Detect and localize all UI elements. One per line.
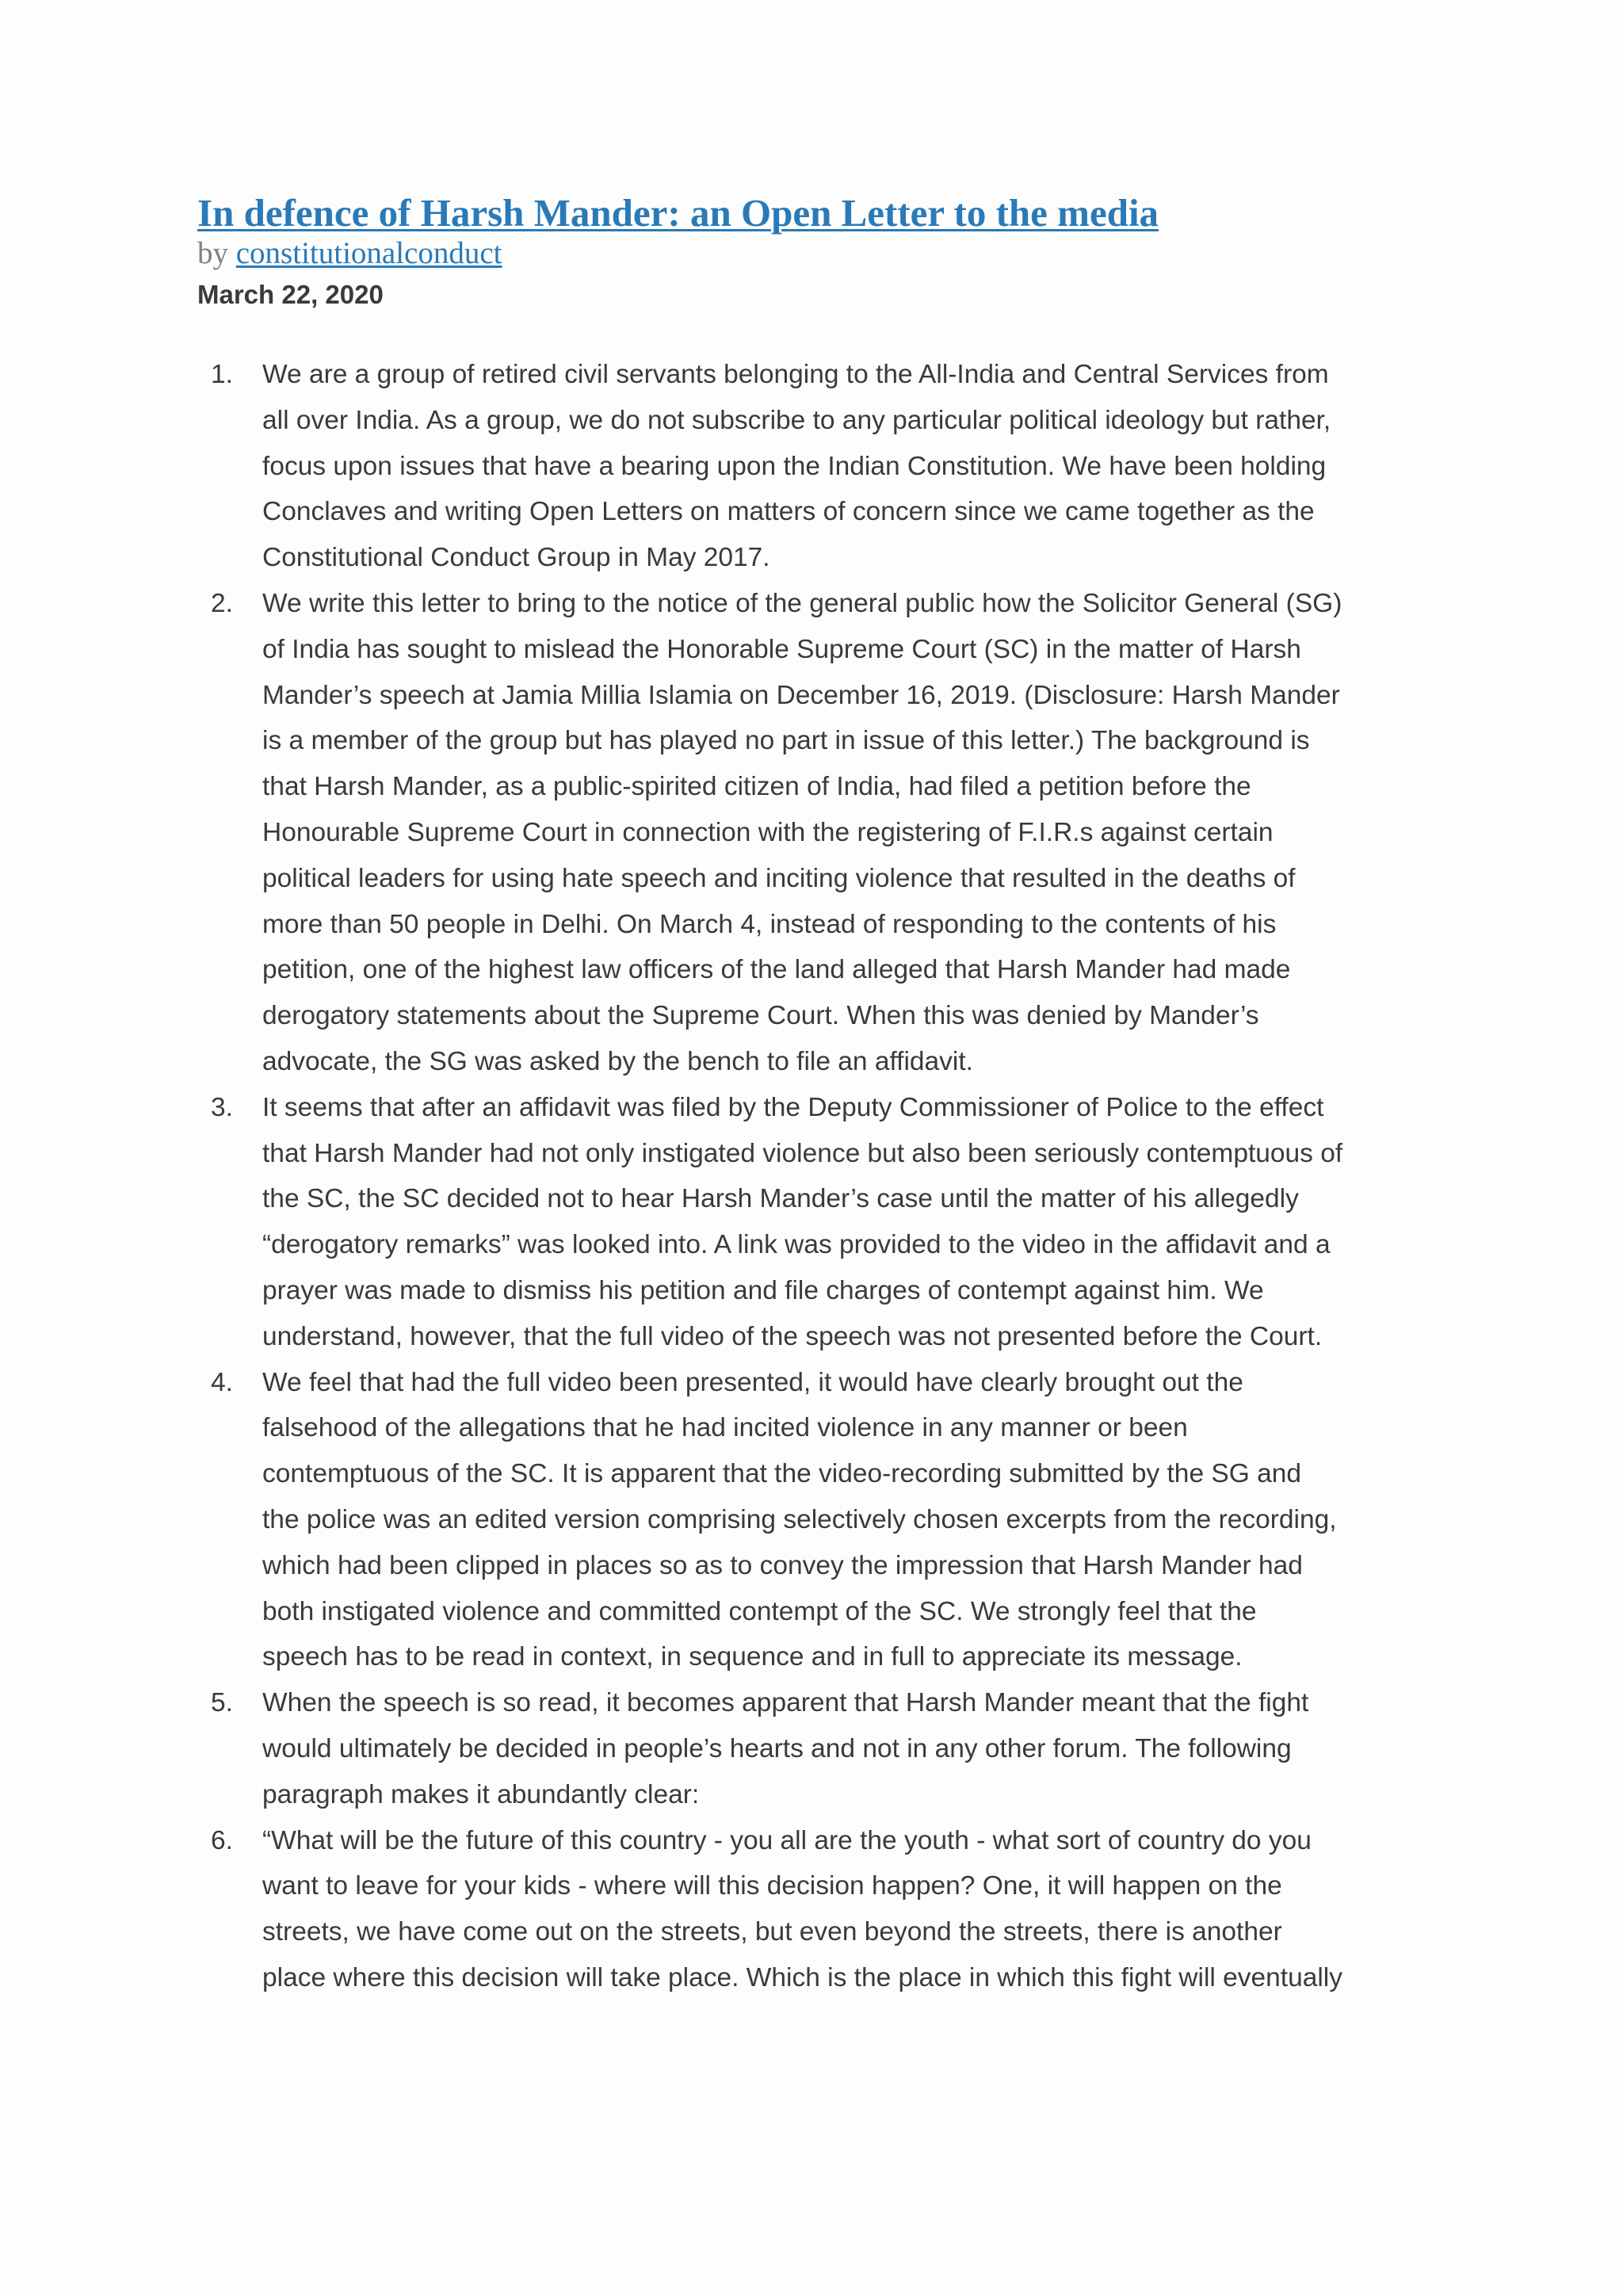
list-item-line: focus upon issues that have a bearing upon the Indian Constitution. We have been holding bbox=[262, 451, 1327, 481]
list-item-line: derogatory statements about the Supreme Court. When this was denied by Mander’s bbox=[262, 1001, 1259, 1031]
list-item-number: 3. bbox=[211, 1092, 233, 1122]
list-item bbox=[197, 1818, 1449, 2001]
list-item-line: We write this letter to bring to the notice of the general public how the Solicitor General (SG) bbox=[262, 588, 1342, 618]
list-item-line: is a member of the group but has played no part in issue of this letter.) The background is bbox=[262, 726, 1310, 756]
article-title-link[interactable]: In defence of Harsh Mander: an Open Letter to the media bbox=[197, 191, 1159, 235]
list-item-line: We are a group of retired civil servants belonging to the All-India and Central Services from bbox=[262, 360, 1329, 389]
list-item-line: would ultimately be decided in people’s hearts and not in any other forum. The following bbox=[262, 1733, 1292, 1763]
list-item-line: falsehood of the allegations that he had incited violence in any manner or been bbox=[262, 1413, 1188, 1443]
list-item bbox=[197, 352, 1449, 581]
list-item-line: We feel that had the full video been presented, it would have clearly brought out the bbox=[262, 1367, 1243, 1397]
list-item-line: petition, one of the highest law officers of the land alleged that Harsh Mander had made bbox=[262, 955, 1291, 985]
list-item-line: prayer was made to dismiss his petition and file charges of contempt against him. We bbox=[262, 1275, 1264, 1305]
list-item-line: want to leave for your kids - where will this decision happen? One, it will happen on the bbox=[262, 1871, 1282, 1901]
list-item-line: Constitutional Conduct Group in May 2017. bbox=[262, 543, 770, 573]
list-item-line: that Harsh Mander, as a public-spirited citizen of India, had filed a petition before the bbox=[262, 772, 1251, 802]
list-item-line: streets, we have come out on the streets, but even beyond the streets, there is another bbox=[262, 1917, 1282, 1947]
list-item-line: place where this decision will take place. Which is the place in which this fight will eventually bbox=[262, 1962, 1342, 1992]
list-item-line: the SC, the SC decided not to hear Harsh Mander’s case until the matter of his allegedly bbox=[262, 1184, 1299, 1214]
list-item bbox=[197, 1085, 1449, 1360]
list-item-line: paragraph makes it abundantly clear: bbox=[262, 1779, 700, 1809]
list-item-number: 6. bbox=[211, 1825, 233, 1855]
list-item-line: of India has sought to mislead the Honorable Supreme Court (SC) in the matter of Harsh bbox=[262, 634, 1301, 664]
list-item-line: more than 50 people in Delhi. On March 4, instead of responding to the contents of his bbox=[262, 909, 1277, 939]
list-item-line: that Harsh Mander had not only instigated violence but also been seriously contemptuous of bbox=[262, 1138, 1343, 1168]
list-item-line: advocate, the SG was asked by the bench to file an affidavit. bbox=[262, 1046, 973, 1076]
list-item-number: 1. bbox=[211, 360, 233, 389]
article bbox=[197, 190, 1449, 2001]
publish-date: March 22, 2020 bbox=[197, 280, 384, 309]
list-item-line: political leaders for using hate speech and inciting violence that resulted in the deaths of bbox=[262, 863, 1296, 893]
list-item-line: “What will be the future of this country - you all are the youth - what sort of country do you bbox=[262, 1825, 1312, 1855]
list-item-line: When the speech is so read, it becomes apparent that Harsh Mander meant that the fight bbox=[262, 1688, 1309, 1718]
list-item bbox=[197, 1680, 1449, 1817]
list-item-line: speech has to be read in context, in sequence and in full to appreciate its message. bbox=[262, 1642, 1243, 1672]
list-item-line: both instigated violence and committed contempt of the SC. We strongly feel that the bbox=[262, 1596, 1257, 1626]
list-item-number: 5. bbox=[211, 1688, 233, 1718]
list-item-line: Mander’s speech at Jamia Millia Islamia on December 16, 2019. (Disclosure: Harsh Mander bbox=[262, 680, 1340, 710]
list-item-line: contemptuous of the SC. It is apparent that the video-recording submitted by the SG and bbox=[262, 1459, 1301, 1489]
list-item-line: “derogatory remarks” was looked into. A link was provided to the video in the affidavit and a bbox=[262, 1230, 1331, 1260]
list-item-line: all over India. As a group, we do not subscribe to any particular political ideology but rather, bbox=[262, 405, 1331, 435]
list-item-line: It seems that after an affidavit was filed by the Deputy Commissioner of Police to the effect bbox=[262, 1092, 1324, 1122]
list-item-number: 2. bbox=[211, 588, 233, 618]
list-item-line: which had been clipped in places so as to convey the impression that Harsh Mander had bbox=[262, 1550, 1303, 1580]
list-item-line: the police was an edited version comprising selectively chosen excerpts from the recording, bbox=[262, 1504, 1337, 1534]
list-item-line: understand, however, that the full video of the speech was not presented before the Court. bbox=[262, 1321, 1323, 1351]
author-link[interactable]: constitutionalconduct bbox=[235, 236, 502, 270]
list-item-number: 4. bbox=[211, 1367, 233, 1397]
list-item bbox=[197, 1360, 1449, 1681]
list-item bbox=[197, 581, 1449, 1085]
list-item-line: Honourable Supreme Court in connection with the registering of F.I.R.s against certain bbox=[262, 817, 1274, 847]
byline-prefix: by bbox=[197, 236, 228, 270]
numbered-list bbox=[197, 352, 1449, 2001]
list-item-line: Conclaves and writing Open Letters on matters of concern since we came together as the bbox=[262, 497, 1315, 527]
byline bbox=[197, 236, 1449, 271]
